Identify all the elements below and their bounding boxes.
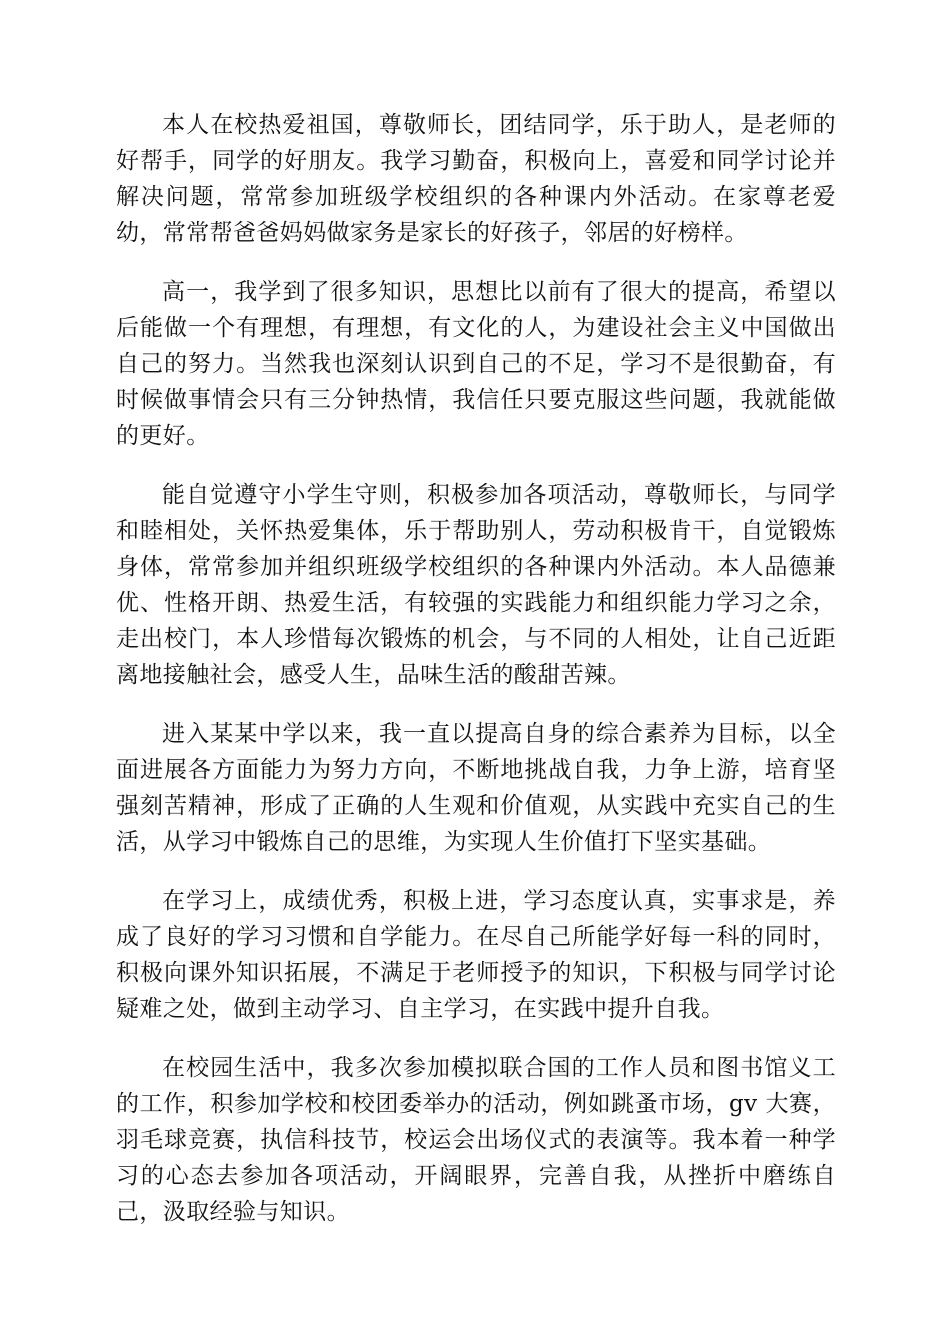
paragraph-5: 在学习上，成绩优秀，积极上进，学习态度认真，实事求是，养成了良好的学习习惯和自学能力。在尽自己所能学好每一科的同时，积极向课外知识拓展，不满足于老师授予的知识，下积极与同学讨论疑难之处，做到主动学习、自主学习，在实践中提升自我。 <box>116 888 836 1022</box>
paragraph-6: 在校园生活中，我多次参加模拟联合国的工作人员和图书馆义工的工作，积参加学校和校团委举办的活动，例如跳蚤市场，gv 大赛，羽毛球竞赛，执信科技节，校运会出场仪式的表演等。我本着一种学习的心态去参加各项活动，开阔眼界，完善自我，从挫折中磨练自己，汲取经验与知识。 <box>116 1055 836 1225</box>
document-page <box>116 107 836 1253</box>
paragraph-1: 本人在校热爱祖国，尊敬师长，团结同学，乐于助人，是老师的好帮手，同学的好朋友。我学习勤奋，积极向上，喜爱和同学讨论并解决问题，常常参加班级学校组织的各种课内外活动。在家尊老爱幼，常常帮爸爸妈妈做家务是家长的好孩子，邻居的好榜样。 <box>116 112 836 246</box>
paragraph-3: 能自觉遵守小学生守则，积极参加各项活动，尊敬师长，与同学和睦相处，关怀热爱集体，乐于帮助别人，劳动积极肯干，自觉锻炼身体，常常参加并组织班级学校组织的各种课内外活动。本人品德兼优、性格开朗、热爱生活，有较强的实践能力和组织能力学习之余，走出校门，本人珍惜每次锻炼的机会，与不同的人相处，让自己近距离地接触社会，感受人生，品味生活的酸甜苦辣。 <box>116 482 836 688</box>
paragraph-2: 高一，我学到了很多知识，思想比以前有了很大的提高，希望以后能做一个有理想，有理想，有文化的人，为建设社会主义中国做出自己的努力。当然我也深刻认识到自己的不足，学习不是很勤奋，有时候做事情会只有三分钟热情，我信任只要克服这些问题，我就能做的更好。 <box>116 279 836 449</box>
paragraph-4: 进入某某中学以来，我一直以提高自身的综合素养为目标，以全面进展各方面能力为努力方向，不断地挑战自我，力争上游，培育坚强刻苦精神，形成了正确的人生观和价值观，从实践中充实自己的生活，从学习中锻炼自己的思维，为实现人生价值打下坚实基础。 <box>116 721 836 855</box>
